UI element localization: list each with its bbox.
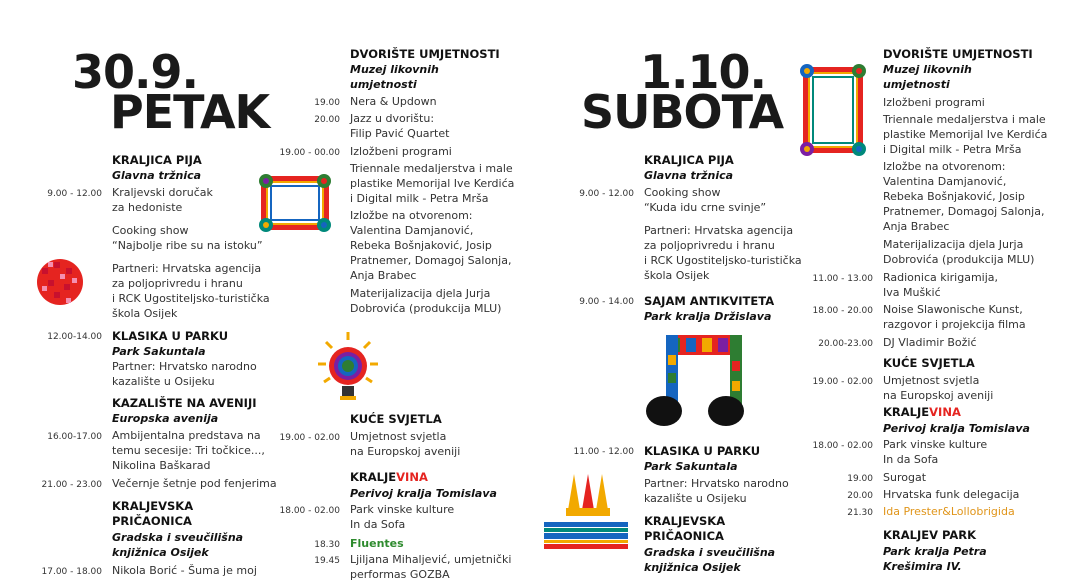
event-text: Radionica kirigamija, xyxy=(883,271,999,284)
venue-title: KRALJICA PIJA xyxy=(112,153,202,167)
event-time: 20.00 xyxy=(847,491,873,501)
event-time: 9.00 - 12.00 xyxy=(579,189,634,199)
event-text: Iva Muškić xyxy=(883,286,941,299)
crown-book-icon xyxy=(542,470,630,550)
event-text: Izložbeni programi xyxy=(883,96,985,109)
event-text: i Digital milk - Petra Mrša xyxy=(883,143,1022,156)
venue-title: DVORIŠTE UMJETNOSTI xyxy=(883,47,1033,61)
venue-place: Muzej likovnih xyxy=(350,63,439,76)
event-time: 21.00 - 23.00 xyxy=(41,480,102,490)
event-text: Pratnemer, Domagoj Salonja, xyxy=(350,254,512,267)
venue-title: KLASIKA U PARKU xyxy=(112,329,229,343)
venue-place: Glavna tržnica xyxy=(112,169,202,182)
event-text: Cooking show xyxy=(644,186,721,199)
event-text: Kraljevski doručak xyxy=(112,186,213,199)
event-text: Partner: Hrvatsko narodno xyxy=(644,477,789,490)
venue-place: Perivoj kralja Tomislava xyxy=(883,422,1030,435)
event-text: i Digital milk - Petra Mrša xyxy=(350,192,489,205)
venue-place: knjižnica Osijek xyxy=(644,561,741,574)
event-text: Cooking show xyxy=(112,224,189,237)
event-text: Partneri: Hrvatska agencija xyxy=(112,262,262,275)
event-text: “Kuda idu crne svinje” xyxy=(644,201,767,214)
event-text: Izložbeni programi xyxy=(350,145,452,158)
event-text: Triennale medaljerstva i male xyxy=(350,162,513,175)
venue-title: KRALJEVSKA xyxy=(112,499,194,513)
event-text: na Europskoj aveniji xyxy=(883,389,994,402)
event-text: performas GOZBA xyxy=(350,568,450,581)
event-text-highlight: Ida Prester&Lollobrigida xyxy=(883,505,1015,518)
event-text: Partner: Hrvatsko narodno xyxy=(112,360,257,373)
event-text: Rebeka Bošnjaković, Josip xyxy=(883,190,1025,203)
event-text: Noise Slawonische Kunst, xyxy=(883,303,1023,316)
event-text: kazalište u Osijeku xyxy=(644,492,747,505)
event-time: 18.00 - 20.00 xyxy=(812,306,873,316)
event-text: In da Sofa xyxy=(883,453,939,466)
event-text: Rebeka Bošnjaković, Josip xyxy=(350,239,492,252)
event-text: Jazz u dvorištu: xyxy=(350,112,435,125)
event-text: Materijalizacija djela Jurja xyxy=(350,287,491,300)
event-text: In da Sofa xyxy=(350,518,406,531)
event-text: Hrvatska funk delegacija xyxy=(883,488,1020,501)
event-text: škola Osijek xyxy=(644,269,710,282)
event-text: Anja Brabec xyxy=(883,220,950,233)
event-text: Nikolina Baškarad xyxy=(112,459,211,472)
event-text: Izložbe na otvorenom: xyxy=(350,209,473,222)
brand-part-vina: VINA xyxy=(929,405,961,419)
day1-date: 30.9. xyxy=(72,45,198,99)
event-text: Pratnemer, Domagoj Salonja, xyxy=(883,205,1045,218)
event-text: i RCK Ugostiteljsko-turistička xyxy=(644,254,802,267)
event-time: 18.30 xyxy=(314,540,340,550)
venue-place: Park Sakuntala xyxy=(644,460,738,473)
music-note-icon xyxy=(646,333,744,429)
event-time: 12.00-14.00 xyxy=(47,332,102,342)
event-text: Umjetnost svjetla xyxy=(350,430,447,443)
event-text: Filip Pavić Quartet xyxy=(350,127,450,140)
venue-place: Park kralja Petra xyxy=(883,545,987,558)
event-text: Dobrovića (produkcija MLU) xyxy=(883,253,1035,266)
event-text: Triennale medaljerstva i male xyxy=(883,113,1046,126)
brand-part-kralje: KRALJE xyxy=(350,470,397,484)
brand-kraljevina xyxy=(350,470,428,485)
event-time: 19.00 - 02.00 xyxy=(812,377,873,387)
event-text: Materijalizacija djela Jurja xyxy=(883,238,1024,251)
event-time: 11.00 - 13.00 xyxy=(812,274,873,284)
event-time: 18.00 - 02.00 xyxy=(812,441,873,451)
day2-weekday: SUBOTA xyxy=(581,85,784,139)
event-time: 19.00 - 00.00 xyxy=(279,148,340,158)
event-text: Večernje šetnje pod fenjerima xyxy=(112,477,277,490)
venue-place: Krešimira IV. xyxy=(883,560,962,573)
event-time: 9.00 - 14.00 xyxy=(579,297,634,307)
venue-place: umjetnosti xyxy=(350,78,417,91)
event-time: 21.30 xyxy=(847,508,873,518)
venue-place: knjižnica Osijek xyxy=(112,546,209,559)
event-time: 19.00 xyxy=(847,474,873,484)
venue-place: Park Sakuntala xyxy=(112,345,206,358)
event-time: 16.00-17.00 xyxy=(47,432,102,442)
venue-title: KUĆE SVJETLA xyxy=(883,356,975,370)
venue-title: SAJAM ANTIKVITETA xyxy=(644,294,775,308)
event-text: Ambijentalna predstava na xyxy=(112,429,261,442)
venue-place: Europska avenija xyxy=(112,412,219,425)
venue-title: KLASIKA U PARKU xyxy=(644,444,761,458)
event-text: Surogat xyxy=(883,471,927,484)
frame-icon xyxy=(798,62,868,158)
event-time: 9.00 - 12.00 xyxy=(47,189,102,199)
day1-weekday: PETAK xyxy=(110,85,270,139)
event-text: na Europskoj aveniji xyxy=(350,445,461,458)
event-text: DJ Vladimir Božić xyxy=(883,336,977,349)
event-time: 19.00 xyxy=(314,98,340,108)
venue-place: Gradska i sveučilišna xyxy=(112,531,244,544)
event-text: Anja Brabec xyxy=(350,269,417,282)
event-text: Nera & Updown xyxy=(350,95,437,108)
venue-place: Glavna tržnica xyxy=(644,169,734,182)
brand-part-kralje: KRALJE xyxy=(883,405,930,419)
event-text: Ljiljana Mihaljević, umjetnički xyxy=(350,553,512,566)
event-text: plastike Memorijal Ive Kerdića xyxy=(883,128,1048,141)
venue-title: KUĆE SVJETLA xyxy=(350,412,442,426)
frame-icon xyxy=(258,171,332,235)
venue-title: KRALJEV PARK xyxy=(883,528,977,542)
venue-place: Park kralja Držislava xyxy=(644,310,772,323)
event-text: škola Osijek xyxy=(112,307,178,320)
event-text: i RCK Ugostiteljsko-turistička xyxy=(112,292,270,305)
event-text: Izložbe na otvorenom: xyxy=(883,160,1006,173)
event-time: 20.00-23.00 xyxy=(818,339,873,349)
event-text: temu secesije: Tri točkice..., xyxy=(112,444,265,457)
event-text: Partneri: Hrvatska agencija xyxy=(644,224,794,237)
event-text: kazalište u Osijeku xyxy=(112,375,215,388)
event-text: za poljoprivredu i hranu xyxy=(112,277,243,290)
brand-kraljevina xyxy=(883,405,961,420)
venue-title: KRALJICA PIJA xyxy=(644,153,734,167)
red-pixel-circle-icon xyxy=(36,254,84,310)
event-text: razgovor i projekcija filma xyxy=(883,318,1026,331)
event-time: 17.00 - 18.00 xyxy=(41,567,102,577)
event-text: Park vinske kulture xyxy=(883,438,988,451)
event-time: 18.00 - 02.00 xyxy=(279,506,340,516)
brand-part-vina: VINA xyxy=(396,470,428,484)
day2-date: 1.10. xyxy=(640,45,766,99)
event-text: plastike Memorijal Ive Kerdića xyxy=(350,177,515,190)
event-time: 11.00 - 12.00 xyxy=(573,447,634,457)
event-text: za poljoprivredu i hranu xyxy=(644,239,775,252)
venue-title: PRIČAONICA xyxy=(112,514,192,528)
venue-title: KAZALIŠTE NA AVENIJI xyxy=(112,396,257,410)
event-text: Park vinske kulture xyxy=(350,503,455,516)
lightbulb-icon xyxy=(318,330,378,402)
event-time: 20.00 xyxy=(314,115,340,125)
event-text: za hedoniste xyxy=(112,201,183,214)
venue-place: umjetnosti xyxy=(883,78,950,91)
event-text-highlight: Fluentes xyxy=(350,537,404,550)
event-text: Valentina Damjanović, xyxy=(350,224,474,237)
venue-place: Muzej likovnih xyxy=(883,63,972,76)
venue-place: Gradska i sveučilišna xyxy=(644,546,776,559)
event-text: Nikola Borić - Šuma je moj xyxy=(112,564,257,577)
event-time: 19.00 - 02.00 xyxy=(279,433,340,443)
event-text: “Najbolje ribe su na istoku” xyxy=(112,239,263,252)
event-text: Umjetnost svjetla xyxy=(883,374,980,387)
venue-title: DVORIŠTE UMJETNOSTI xyxy=(350,47,500,61)
venue-title: KRALJEVSKA xyxy=(644,514,726,528)
event-text: Dobrovića (produkcija MLU) xyxy=(350,302,502,315)
event-text: Valentina Damjanović, xyxy=(883,175,1007,188)
event-time: 19.45 xyxy=(314,556,340,566)
venue-place: Perivoj kralja Tomislava xyxy=(350,487,497,500)
venue-title: PRIČAONICA xyxy=(644,529,724,543)
